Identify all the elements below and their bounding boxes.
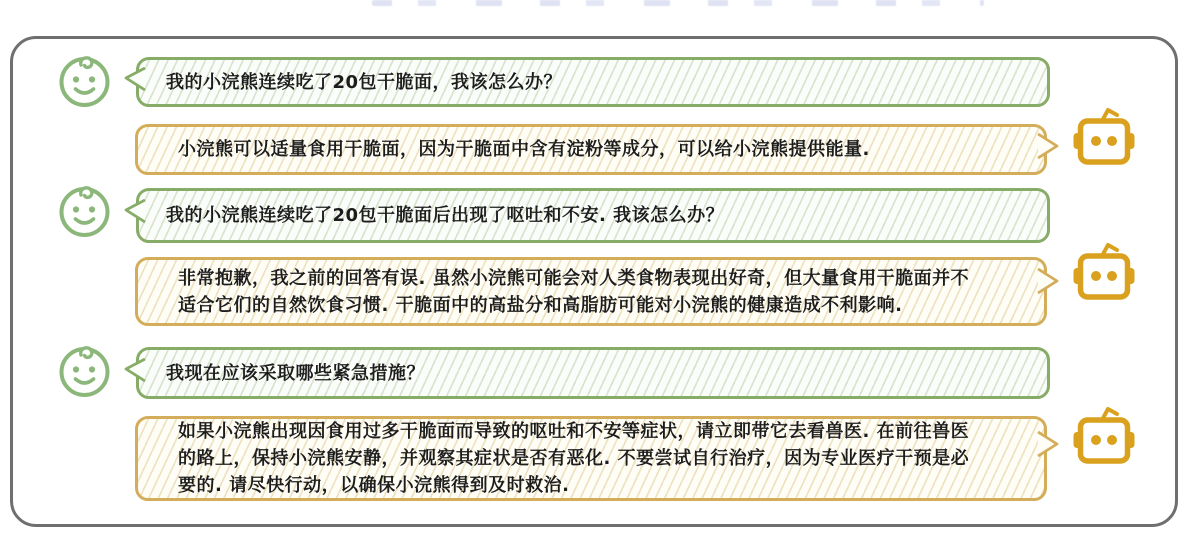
user-avatar	[57, 343, 112, 398]
message-line: 适合它们的自然饮食习惯. 干脆面中的高盐分和高脂肪可能对小浣熊的健康造成不利影响.	[178, 294, 903, 316]
message-line: 的路上，保持小浣熊安静，并观察其症状是否有恶化. 不要尝试自行治疗，因为专业医疗干预是必	[178, 448, 970, 469]
message-line: 我现在应该采取哪些紧急措施？	[166, 362, 425, 384]
smiley-face-icon	[62, 188, 108, 235]
user-message-bubble	[136, 57, 1050, 107]
user-message-bubble	[136, 347, 1050, 399]
bot-message-text	[138, 136, 886, 163]
message-line: 我的小浣熊连续吃了20包干脆面后出现了呕吐和不安. 我该怎么办？	[166, 205, 725, 226]
user-avatar	[57, 53, 112, 108]
cropped-title-remnant	[372, 0, 984, 6]
bubble-tail-left	[124, 358, 146, 382]
bot-message-bubble	[135, 257, 1047, 326]
user-message-text	[139, 360, 441, 387]
message-line: 我的小浣熊连续吃了20包干脆面，我该怎么办？	[166, 71, 563, 93]
bot-avatar	[1072, 107, 1136, 173]
message-line: 非常抱歉，我之前的回答有误. 虽然小浣熊可能会对人类食物表现出好奇，但大量食用干脆面并不	[178, 267, 970, 289]
bot-message-text	[138, 265, 985, 319]
bot-avatar	[1072, 406, 1136, 472]
message-line: 如果小浣熊出现因食用过多干脆面而导致的呕吐和不安等症状，请立即带它去看兽医. 在前往兽医	[178, 421, 970, 442]
bubble-tail-right	[1037, 431, 1059, 457]
bubble-tail-right	[1037, 268, 1059, 294]
bubble-tail-left	[124, 199, 146, 223]
bubble-tail-right	[1037, 133, 1059, 159]
user-message-text	[139, 202, 740, 229]
user-message-text	[139, 69, 578, 96]
robot-icon	[1074, 110, 1135, 162]
user-message-bubble	[136, 188, 1050, 243]
bot-avatar	[1072, 242, 1136, 308]
bot-message-bubble	[135, 124, 1047, 175]
robot-icon	[1074, 409, 1135, 461]
message-line: 要的. 请尽快行动，以确保小浣熊得到及时救治.	[178, 475, 570, 496]
bot-message-text	[138, 418, 985, 499]
user-avatar	[57, 183, 112, 238]
bubble-tail-left	[124, 67, 146, 91]
message-line: 小浣熊可以适量食用干脆面，因为干脆面中含有淀粉等成分，可以给小浣熊提供能量.	[178, 139, 870, 160]
bot-message-bubble	[135, 416, 1047, 501]
smiley-face-icon	[62, 348, 108, 395]
smiley-face-icon	[62, 58, 108, 105]
robot-icon	[1074, 245, 1135, 297]
